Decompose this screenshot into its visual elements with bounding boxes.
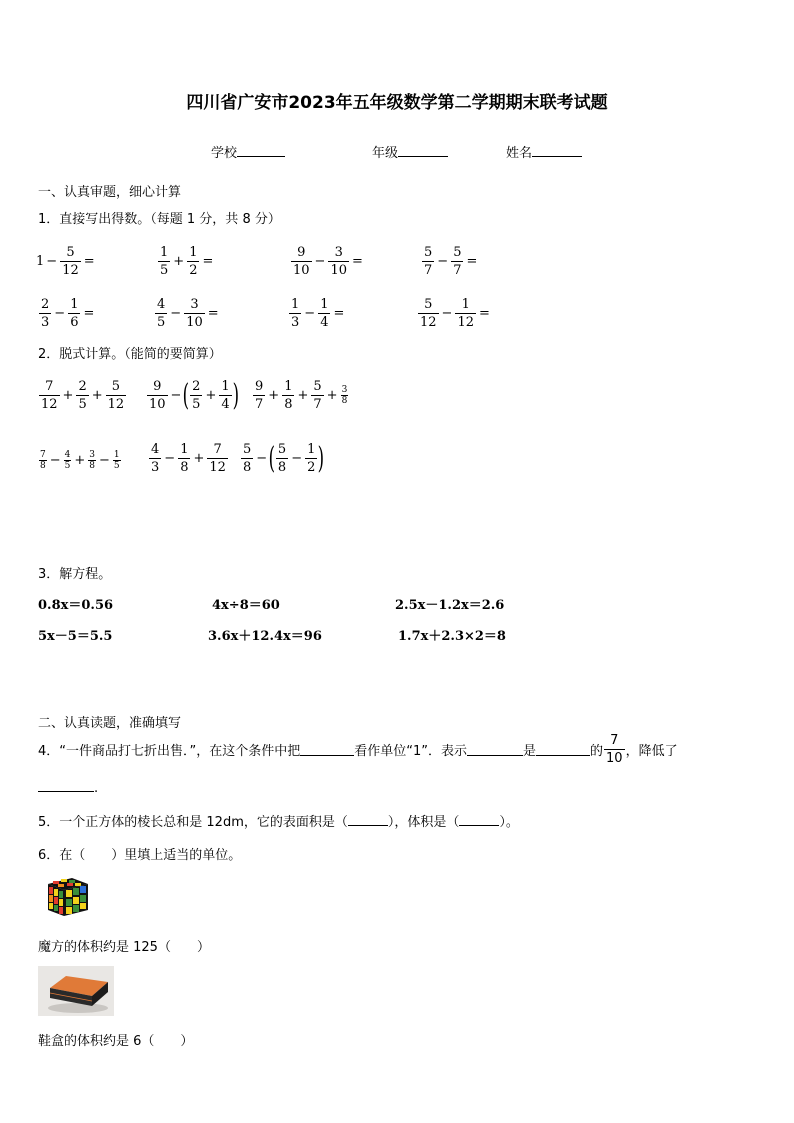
numerator: 5 — [243, 442, 252, 457]
fraction — [187, 244, 199, 279]
fraction — [39, 296, 51, 331]
numerator: 5 — [313, 379, 322, 394]
calc-expr-4: $\frac{7}{8}$ − $\frac{4}{5}$ + $\frac{3}{8}$ − $\frac{1}{5}$ — [40, 450, 120, 471]
numerator: 2 — [78, 379, 87, 394]
fraction — [178, 441, 190, 476]
calc-expr-1: $\frac{7}{12}$ + $\frac{2}{5}$ + $\frac{5}{12}$ — [41, 379, 125, 412]
numerator: 1 — [284, 379, 293, 394]
denominator: 10 — [186, 315, 203, 330]
equation-1: 0.8x＝0.56 — [38, 598, 114, 613]
denominator: 5 — [78, 397, 87, 412]
q4-period: . — [94, 781, 99, 796]
q4-text-4: 的 — [590, 744, 604, 759]
fraction — [64, 450, 72, 471]
numerator: 1 — [461, 297, 470, 312]
numerator: 3 — [190, 297, 199, 312]
fraction — [149, 441, 161, 476]
question-3: 3．解方程。 — [38, 567, 112, 582]
numerator: 9 — [153, 379, 162, 394]
numerator: 5 — [453, 245, 462, 260]
number: 1 — [36, 254, 45, 269]
denominator: 4 — [221, 397, 230, 412]
denominator: 10 — [606, 751, 623, 766]
numerator: 3 — [341, 385, 348, 395]
denominator: 5 — [192, 397, 201, 412]
denominator: 12 — [107, 397, 125, 412]
numerator: 1 — [70, 297, 79, 312]
fraction — [39, 378, 60, 413]
numerator: 1 — [221, 379, 230, 394]
name-field — [506, 142, 582, 161]
fraction — [106, 378, 127, 413]
fraction — [455, 296, 476, 331]
denominator: 10 — [149, 397, 166, 412]
denominator: 7 — [424, 263, 433, 278]
denominator: 8 — [40, 461, 46, 471]
equals: = — [83, 254, 95, 269]
numerator: 1 — [291, 297, 300, 312]
equals: = — [207, 306, 219, 321]
numerator: 1 — [307, 442, 316, 457]
q4-blank-4[interactable] — [38, 779, 94, 792]
numerator: 5 — [424, 297, 433, 312]
fraction — [207, 441, 228, 476]
numerator: 1 — [189, 245, 198, 260]
equals: = — [479, 306, 490, 321]
fraction — [190, 378, 202, 413]
fraction — [147, 378, 168, 413]
operator: + — [173, 254, 185, 269]
fraction — [241, 441, 253, 476]
equals: = — [83, 306, 95, 321]
denominator: 5 — [113, 461, 120, 471]
equals: = — [466, 254, 478, 269]
numerator: 9 — [255, 379, 264, 394]
denominator: 12 — [41, 397, 58, 412]
fraction — [158, 244, 170, 279]
fraction — [184, 296, 205, 331]
denominator: 8 — [243, 460, 252, 475]
calc-expr-2: $\frac{9}{10}$ − ( $\frac{2}{5}$ + $\frac{1}{4}$ ) — [149, 378, 239, 413]
denominator: 12 — [209, 460, 226, 475]
page-title: 四川省广安市2023年五年级数学第二学期期末联考试题 — [186, 93, 608, 113]
section2-heading: 二、认真读题，准确填写 — [38, 716, 182, 731]
grade-blank[interactable] — [398, 144, 448, 157]
fraction — [418, 296, 439, 331]
q1-item-4 — [421, 244, 479, 279]
numerator: 2 — [41, 297, 50, 312]
school-field — [211, 142, 285, 161]
school-label: 学校 — [211, 146, 238, 161]
numerator: 5 — [111, 379, 121, 394]
q4-text-1: 4．“一件商品打七折出售．”，在这个条件中把 — [38, 744, 301, 759]
question-5 — [38, 811, 519, 830]
fraction — [289, 296, 301, 331]
denominator: 5 — [64, 461, 71, 471]
denominator: 3 — [151, 460, 160, 475]
q4-continuation — [38, 779, 98, 796]
equals: = — [352, 254, 363, 269]
q1-item-6 — [154, 296, 221, 331]
denominator: 10 — [330, 263, 347, 278]
calc-expr-5: $\frac{4}{3}$ − $\frac{1}{8}$ + $\frac{7}{12}$ — [151, 442, 226, 475]
fraction — [291, 244, 312, 279]
denominator: 2 — [307, 460, 316, 475]
q5-text-3: ）。 — [499, 815, 519, 830]
equation-3: 2.5x－1.2x＝2.6 — [395, 598, 505, 613]
fraction — [318, 296, 330, 331]
fraction — [422, 244, 434, 279]
denominator: 7 — [255, 397, 264, 412]
denominator: 12 — [62, 263, 79, 278]
q5-text-2: ），体积是（ — [387, 815, 460, 830]
q5-blank-2[interactable] — [459, 813, 499, 826]
numerator: 1 — [180, 442, 189, 457]
equals: = — [202, 254, 214, 269]
fraction — [604, 732, 625, 767]
numerator: 7 — [213, 442, 222, 457]
denominator: 8 — [284, 397, 293, 412]
fraction — [60, 244, 81, 279]
operator: − — [170, 306, 182, 321]
fraction — [451, 244, 463, 279]
denominator: 2 — [189, 263, 198, 278]
fraction — [113, 450, 121, 471]
denominator: 12 — [457, 315, 474, 330]
rubiks-cube-image — [44, 874, 92, 922]
q1-item-8 — [417, 296, 492, 331]
denominator: 3 — [291, 315, 300, 330]
question-1: 1．直接写出得数。（每题 1 分，共 8 分） — [38, 212, 281, 227]
q4-text-5: ，降低了 — [625, 744, 678, 759]
numerator: 5 — [66, 245, 75, 260]
q1-item-7 — [288, 296, 346, 331]
shoebox-image — [38, 966, 114, 1020]
calc-expr-3: $\frac{9}{7}$ + $\frac{1}{8}$ + $\frac{5}{7}$ + $\frac{3}{8}$ — [255, 379, 348, 412]
question-6: 6．在（ ）里填上适当的单位。 — [38, 848, 242, 863]
equation-4: 5x－5＝5.5 — [38, 629, 113, 644]
numerator: 4 — [157, 297, 166, 312]
fraction — [328, 244, 349, 279]
denominator: 12 — [420, 315, 437, 330]
fraction — [68, 296, 80, 331]
fraction — [88, 450, 96, 471]
calc-expr-6: $\frac{5}{8}$ − ( $\frac{5}{8}$ − $\frac{1}{2}$ ) — [243, 441, 325, 476]
equation-2: 4x÷8＝60 — [212, 598, 280, 613]
q1-item-1: 1 − $\frac{5}{12}$ = — [36, 245, 95, 278]
denominator: 8 — [180, 460, 189, 475]
denominator: 7 — [313, 397, 322, 412]
question-4 — [38, 732, 678, 767]
numerator: 1 — [113, 450, 120, 460]
equals: = — [333, 306, 345, 321]
operator: − — [304, 306, 316, 321]
fraction — [219, 378, 231, 413]
cube-caption: 魔方的体积约是 125（ ） — [38, 940, 210, 955]
name-label: 姓名 — [506, 146, 533, 161]
denominator: 8 — [89, 461, 96, 471]
shoebox-caption: 鞋盒的体积约是 6（ ） — [38, 1034, 194, 1049]
fraction — [282, 378, 294, 413]
fraction — [39, 450, 47, 471]
q4-blank-1[interactable] — [300, 743, 354, 756]
q4-blank-2[interactable] — [467, 743, 523, 756]
grade-label: 年级 — [372, 146, 399, 161]
operator: − — [437, 254, 449, 269]
fraction — [305, 441, 317, 476]
denominator: 3 — [41, 315, 50, 330]
section1-heading: 一、认真审题，细心计算 — [38, 185, 182, 200]
grade-field — [372, 142, 448, 161]
fraction — [76, 378, 88, 413]
numerator: 5 — [424, 245, 433, 260]
numerator: 4 — [151, 442, 160, 457]
denominator: 6 — [70, 315, 79, 330]
numerator: 2 — [192, 379, 201, 394]
equation-5: 3.6x＋12.4x＝96 — [208, 629, 322, 644]
operator: − — [441, 306, 453, 321]
school-blank[interactable] — [237, 144, 285, 157]
denominator: 8 — [277, 460, 287, 475]
denominator: 5 — [157, 315, 166, 330]
equation-6: 1.7x＋2.3×2＝8 — [398, 629, 506, 644]
numerator: 7 — [610, 733, 619, 748]
name-blank[interactable] — [532, 144, 582, 157]
q5-text-1: 5．一个正方体的棱长总和是 12dm，它的表面积是（ — [38, 815, 348, 830]
denominator: 10 — [293, 263, 310, 278]
numerator: 1 — [160, 245, 169, 260]
numerator: 7 — [45, 379, 54, 394]
q1-item-3 — [290, 244, 365, 279]
operator: − — [314, 254, 326, 269]
fraction — [341, 385, 349, 406]
denominator: 7 — [453, 263, 462, 278]
numerator: 1 — [320, 297, 329, 312]
numerator: 4 — [64, 450, 71, 460]
fraction — [155, 296, 167, 331]
q5-blank-1[interactable] — [348, 813, 388, 826]
numerator: 9 — [297, 245, 306, 260]
q1-item-2 — [157, 244, 215, 279]
numerator: 3 — [334, 245, 343, 260]
q1-item-5 — [38, 296, 96, 331]
q4-text-2: 看作单位“1”．表示 — [354, 744, 467, 759]
denominator: 8 — [341, 396, 348, 406]
q4-text-3: 是 — [523, 744, 537, 759]
numerator: 3 — [89, 450, 96, 460]
denominator: 4 — [320, 315, 329, 330]
question-2: 2．脱式计算。（能简的要简算） — [38, 347, 222, 362]
numerator: 5 — [277, 442, 287, 457]
q4-blank-3[interactable] — [536, 743, 590, 756]
fraction — [276, 441, 288, 476]
denominator: 5 — [160, 263, 169, 278]
fraction — [311, 378, 323, 413]
operator: − — [54, 306, 66, 321]
numerator: 7 — [40, 450, 46, 460]
fraction — [253, 378, 265, 413]
